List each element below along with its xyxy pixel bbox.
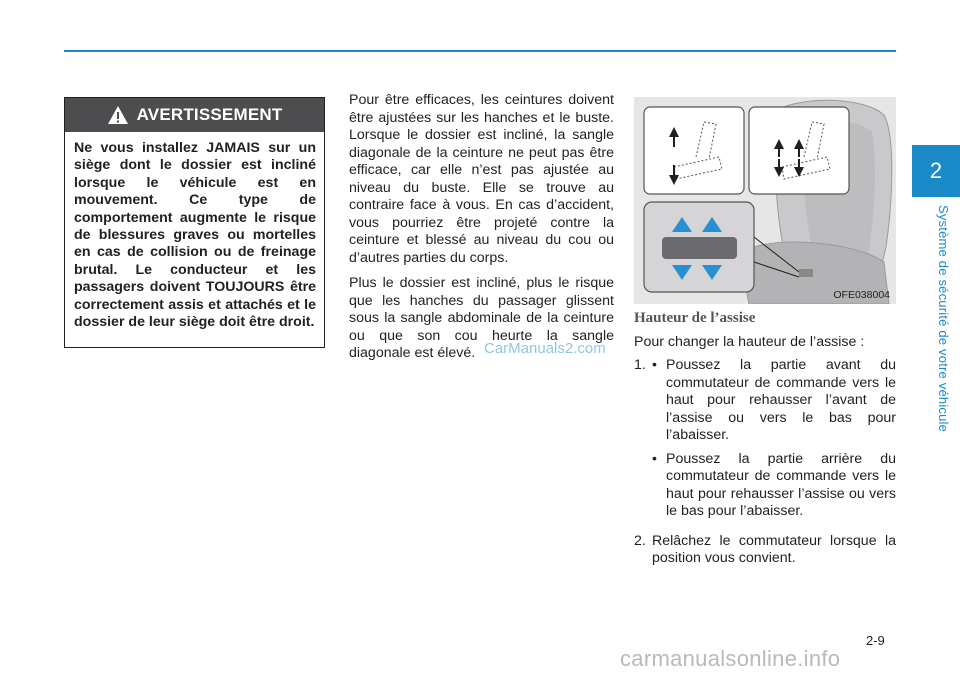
section-title: Hauteur de l’assise [634,310,756,326]
list-item [652,451,896,521]
step-1-number: 1. [634,357,646,373]
chapter-title: Système de sécurité de votre véhicule [936,205,951,433]
paragraph-1: Pour être efficaces, les ceintures doivent être ajustées sur les hanches et le buste. Lorsque le dossier est incliné, la sangle diagonale de la ceinture ne peut pas être efficace, car elle n’est pas ajustée au niveau du buste. Elle se trouve au contraire face à vous. En cas d’accident, vous pourriez être projeté contre la ceinture et blessé au niveau du cou ou d’autres parties du corps. [349,92,614,266]
seat-figure [634,97,896,304]
watermark-middle: CarManuals2.com [484,340,606,357]
header-rule [64,50,896,52]
warning-text: Ne vous installez JAMAIS sur un siège dont le dossier est incliné lorsque le véhicule est en mouvement. Ce type de comportement augmente le risque de blessures graves ou mortelles en cas de collision ou de freinage brutal. Le conducteur et les passagers doivent TOUJOURS être correctement assis et attachés et le dossier de leur siège doit être droit. [74,140,316,331]
bullet-text-2: Poussez la partie arrière du commutateur de commande vers le haut pour rehausser l’assise ou vers le bas pour l’abaisser. [666,450,896,519]
watermark-bottom: carmanualsonline.info [620,646,841,671]
bullet-text-1: Poussez la partie avant du commutateur de commande vers le haut pour rehausser l’avant de l’assise ou vers le bas pour l’abaisser. [666,357,896,443]
warning-title: AVERTISSEMENT [136,105,283,124]
step-2-number: 2. [634,532,646,549]
chapter-tab: 2 [912,145,960,197]
seat-illustration [634,97,896,304]
bullet-icon: • [652,357,657,373]
step-1 [634,357,896,527]
paragraph-2: Plus le dossier est incliné, plus le risque que les hanches du passager glissent sous la sangle abdominale de la ceinture ou que son cou heurte la sangle diagonale est élevé. [349,275,614,361]
step-2-text: Relâchez le commutateur lorsque la position vous convient. [652,532,896,566]
page-number: 2-9 [866,633,885,648]
figure-code: OFE038004 [833,289,890,301]
warning-header [65,98,324,132]
warning-triangle-icon [107,105,129,125]
step-2 [634,533,896,568]
middle-column [349,92,614,371]
intro-text: Pour changer la hauteur de l’assise : [634,333,865,350]
bullet-icon: • [652,450,657,467]
right-column [634,310,896,568]
list-item [652,357,896,445]
warning-box [64,97,325,348]
